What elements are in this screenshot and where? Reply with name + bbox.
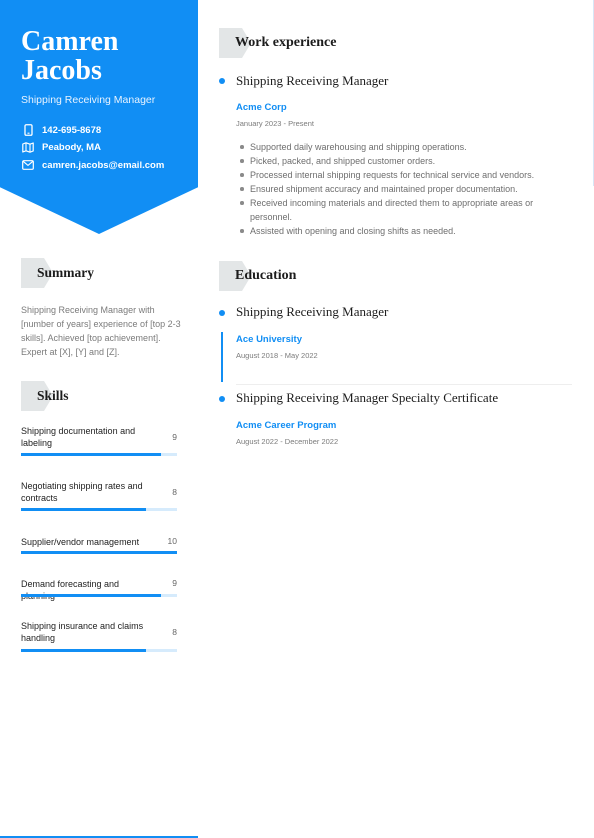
skill-bar-fill	[21, 551, 177, 554]
work-dates: January 2023 - Present	[236, 119, 314, 128]
skill-bar-track	[21, 649, 177, 652]
candidate-title: Shipping Receiving Manager	[21, 94, 156, 106]
list-item: Supported daily warehousing and shipping operations.	[236, 140, 546, 154]
list-item: Ensured shipment accuracy and maintained proper documentation.	[236, 182, 546, 196]
list-item: Picked, packed, and shipped customer orders.	[236, 154, 546, 168]
education-heading	[219, 261, 296, 291]
contact-location	[22, 140, 101, 154]
education-degree: Shipping Receiving Manager	[236, 304, 389, 319]
education-school: Ace University	[236, 334, 303, 345]
work-role: Shipping Receiving Manager	[236, 73, 389, 88]
timeline-dot	[219, 78, 225, 84]
candidate-name: Camren Jacobs	[21, 26, 119, 86]
left-column	[0, 0, 198, 838]
skill-bar-fill	[21, 594, 161, 597]
skill-score: 9	[172, 432, 177, 442]
timeline-dot	[219, 396, 225, 402]
timeline-line	[221, 332, 223, 382]
skill-score: 8	[172, 487, 177, 497]
skill-bar-fill	[21, 649, 146, 652]
list-item: Processed internal shipping requests for technical service and vendors.	[236, 168, 546, 182]
map-icon	[22, 141, 34, 153]
divider	[236, 384, 572, 385]
skills-heading	[21, 381, 69, 411]
work-bullets	[236, 140, 546, 238]
skill-name: Demand forecasting and	[21, 579, 120, 589]
skill-bar-track	[21, 551, 177, 554]
skill-bar-track	[21, 453, 177, 456]
right-column	[198, 0, 594, 838]
contact-phone-text: 142-695-8678	[42, 124, 102, 136]
mail-icon	[22, 159, 34, 171]
skill-score: 10	[167, 536, 177, 546]
summary-heading-text: Summary	[37, 265, 94, 280]
timeline-dot	[219, 310, 225, 316]
skill-bar-fill	[21, 508, 146, 511]
contact-email[interactable]	[22, 158, 164, 172]
skills-heading-text: Skills	[37, 388, 69, 403]
work-heading-text: Work experience	[235, 35, 337, 50]
contact-location-text: Peabody, MA	[42, 141, 101, 153]
skill-bar-track	[21, 594, 177, 597]
skill-name: Negotiating shipping rates and contracts	[21, 481, 143, 503]
education-dates: August 2022 - December 2022	[236, 437, 339, 446]
summary-text: Shipping Receiving Manager with [number of years] experience of [top 2-3 skills]. Achieved [top achievement]. Expert at [X], [Y] and [Z].	[21, 305, 181, 357]
skill-name: Shipping insurance and claims handling	[21, 621, 144, 643]
skill-bar-fill	[21, 453, 161, 456]
education-heading-text: Education	[235, 268, 297, 283]
contact-email-text[interactable]: camren.jacobs@email.com	[42, 159, 165, 171]
work-heading	[219, 28, 336, 58]
education-school: Acme Career Program	[236, 420, 337, 431]
list-item: Received incoming materials and directed them to appropriate areas or personnel.	[236, 196, 546, 224]
education-dates: August 2018 - May 2022	[236, 351, 318, 360]
work-company: Acme Corp	[236, 102, 287, 113]
skill-score: 9	[172, 578, 177, 588]
skill-score: 8	[172, 627, 177, 637]
list-item: Assisted with opening and closing shifts as needed.	[236, 224, 546, 238]
education-degree: Shipping Receiving Manager Specialty Certificate	[236, 390, 499, 405]
phone-icon	[22, 124, 34, 136]
contact-phone	[22, 123, 101, 137]
skill-name: Shipping documentation and labeling	[21, 426, 136, 448]
skill-name: Supplier/vendor management	[21, 537, 140, 547]
skill-bar-track	[21, 508, 177, 511]
summary-heading	[21, 258, 94, 288]
